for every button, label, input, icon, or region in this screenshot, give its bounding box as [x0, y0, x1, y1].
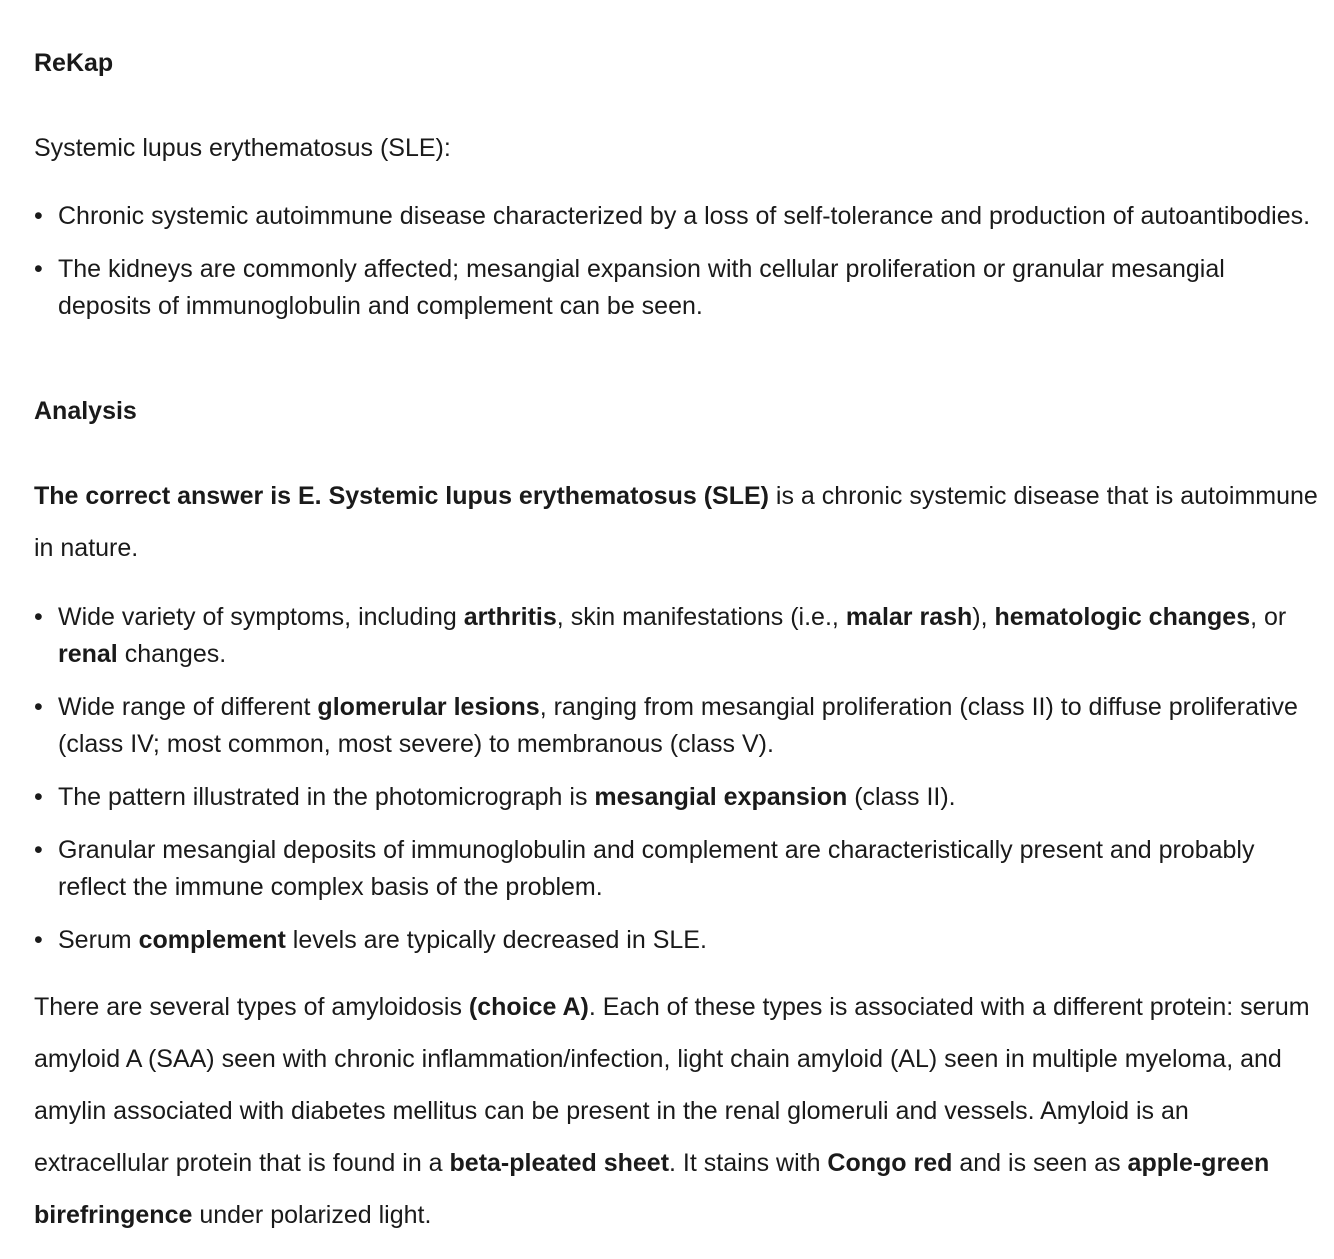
list-item: • Serum complement levels are typically decreased in SLE. [34, 922, 1324, 959]
correct-answer-bold: The correct answer is E. Systemic lupus erythematosus (SLE) [34, 482, 769, 510]
list-item: • Chronic systemic autoimmune disease characterized by a loss of self-tolerance and production of autoantibodies. [34, 198, 1324, 235]
correct-answer-paragraph: The correct answer is E. Systemic lupus erythematosus (SLE) is a chronic systemic disease that is autoimmune in nature. [34, 482, 1318, 562]
bullet-icon: • [34, 693, 43, 721]
analysis-heading: Analysis [34, 397, 137, 425]
rekap-intro: Systemic lupus erythematosus (SLE): [34, 134, 451, 162]
list-item: • Wide variety of symptoms, including arthritis, skin manifestations (i.e., malar rash), hematologic changes, or renal changes. [34, 599, 1324, 673]
bullet-icon: • [34, 603, 43, 631]
rekap-bullet-list [34, 198, 1324, 325]
rekap-heading: ReKap [34, 49, 114, 77]
bullet-icon: • [34, 202, 43, 230]
list-item: • Granular mesangial deposits of immunoglobulin and complement are characteristically present and probably reflect the immune complex basis of the problem. [34, 832, 1324, 906]
bullet-icon: • [34, 783, 43, 811]
list-item: • The pattern illustrated in the photomicrograph is mesangial expansion (class II). [34, 779, 1324, 816]
list-item: • The kidneys are commonly affected; mesangial expansion with cellular proliferation or granular mesangial deposits of immunoglobulin and complement can be seen. [34, 251, 1324, 325]
amyloidosis-paragraph: There are several types of amyloidosis (choice A). Each of these types is associated with a different protein: serum amyloid A (SAA) seen with chronic inflammation/infection, light chain amyloid (AL) seen in multiple myeloma, and amylin associated with diabetes mellitus can be present in the renal glomeruli and vessels. Amyloid is an extracellular protein that is found in a beta-pleated sheet. It stains with Congo red and is seen as apple-green birefringence under polarized light. [34, 993, 1310, 1229]
bullet-icon: • [34, 926, 43, 954]
analysis-bullet-list [34, 599, 1324, 959]
bullet-icon: • [34, 255, 43, 283]
list-item: • Wide range of different glomerular lesions, ranging from mesangial proliferation (class II) to diffuse proliferative (class IV; most common, most severe) to membranous (class V). [34, 689, 1324, 763]
bullet-icon: • [34, 836, 43, 864]
